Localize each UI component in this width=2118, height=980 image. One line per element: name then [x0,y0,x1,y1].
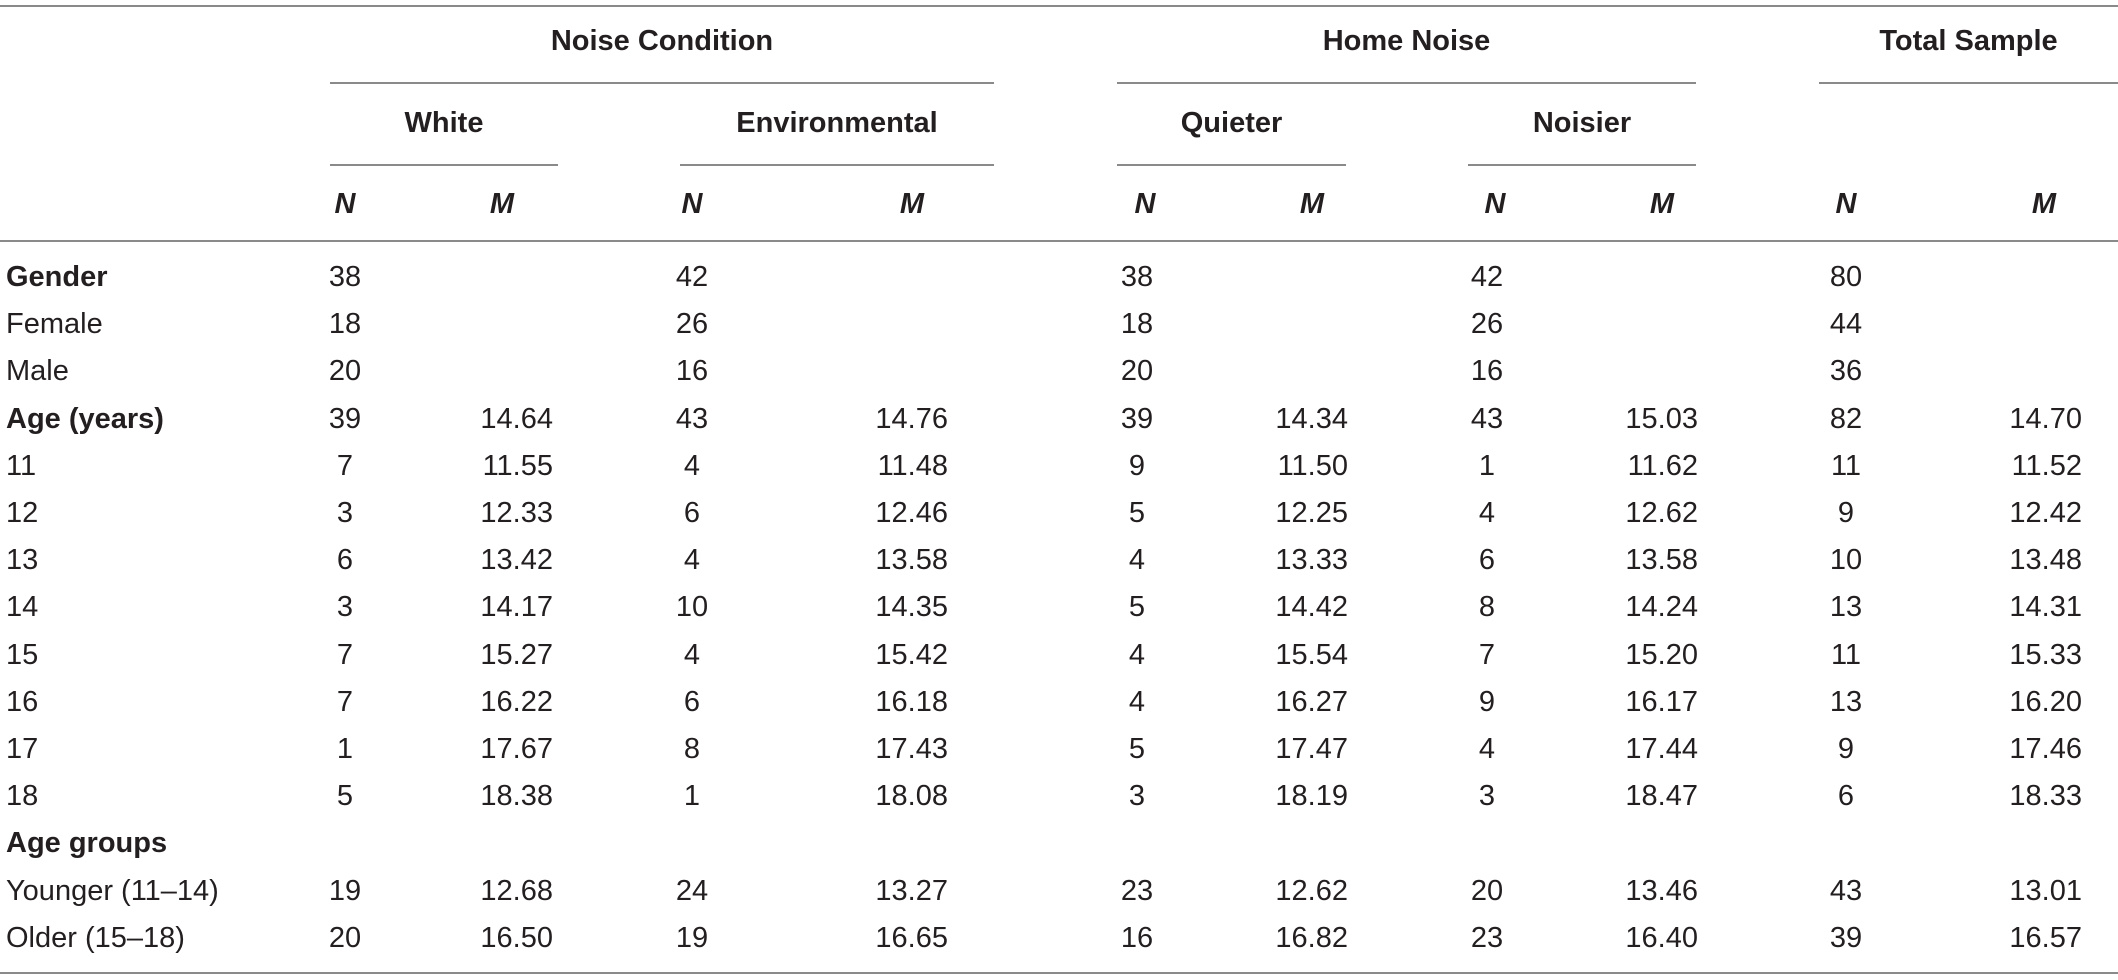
cell-m: 14.76 [875,403,948,435]
cell-n: 9 [1837,497,1855,529]
cell-m: 16.50 [480,922,553,954]
cell-n: 20 [328,355,362,387]
cell-m: 14.70 [2009,403,2082,435]
cell-n: 7 [336,450,354,482]
row-label: 14 [6,591,39,623]
cell-m: 11.50 [1277,450,1348,482]
cell-m: 17.67 [480,733,553,765]
cell-n: 3 [336,497,354,529]
cell-m: 13.27 [875,875,948,907]
col-header-m: M [489,188,515,220]
row-label: 13 [6,544,39,576]
cell-n: 4 [683,544,701,576]
cell-n: 3 [336,591,354,623]
cell-m: 13.46 [1625,875,1698,907]
col-header-n: N [1134,188,1156,220]
cell-n: 4 [1478,733,1496,765]
cell-n: 18 [1120,308,1154,340]
cell-n: 38 [328,261,362,293]
row-label: 18 [6,780,39,812]
cell-n: 36 [1829,355,1863,387]
row-label: Female [6,308,103,340]
cell-n: 43 [1829,875,1863,907]
cell-m: 14.35 [875,591,948,623]
cell-n: 4 [1478,497,1496,529]
cell-n: 10 [675,591,709,623]
cell-n: 43 [1470,403,1504,435]
cell-m: 11.48 [877,450,948,482]
cell-n: 26 [675,308,709,340]
cell-m: 15.27 [480,639,553,671]
cell-m: 11.52 [2011,450,2082,482]
group-header-total-sample: Total Sample [1879,25,2058,57]
header-bottom-rule [0,240,2118,242]
cell-m: 18.33 [2009,780,2082,812]
cell-n: 20 [1470,875,1504,907]
cell-n: 8 [1478,591,1496,623]
cell-n: 8 [683,733,701,765]
cell-n: 23 [1470,922,1504,954]
cell-n: 42 [675,261,709,293]
group-header-noise-condition: Noise Condition [550,25,774,57]
cell-n: 19 [675,922,709,954]
cell-m: 16.40 [1625,922,1698,954]
cell-n: 9 [1837,733,1855,765]
col-header-n: N [681,188,703,220]
cell-n: 19 [328,875,362,907]
cell-m: 15.20 [1625,639,1698,671]
cell-m: 16.18 [875,686,948,718]
cell-m: 13.01 [2009,875,2082,907]
cell-n: 5 [1128,733,1146,765]
table-top-rule [0,5,2118,7]
row-label: Age (years) [6,403,164,435]
cell-n: 11 [1830,639,1862,671]
cell-m: 11.55 [482,450,553,482]
cell-n: 9 [1478,686,1496,718]
cell-m: 14.42 [1275,591,1348,623]
cell-n: 7 [336,639,354,671]
row-label: 15 [6,639,39,671]
cell-n: 1 [336,733,354,765]
cell-n: 6 [1837,780,1855,812]
cell-n: 39 [1829,922,1863,954]
cell-m: 12.33 [480,497,553,529]
cell-m: 17.43 [875,733,948,765]
row-label: Younger (11–14) [6,875,219,907]
row-label: Older (15–18) [6,922,185,954]
cell-m: 14.24 [1625,591,1698,623]
cell-m: 13.58 [875,544,948,576]
cell-m: 13.58 [1625,544,1698,576]
cell-n: 18 [328,308,362,340]
cell-n: 20 [328,922,362,954]
rule-environmental [680,164,994,166]
subgroup-header-noisier: Noisier [1532,107,1632,139]
col-header-n: N [1484,188,1506,220]
col-header-m: M [1299,188,1325,220]
cell-n: 23 [1120,875,1154,907]
cell-n: 10 [1829,544,1863,576]
cell-n: 4 [683,639,701,671]
cell-n: 4 [1128,544,1146,576]
cell-m: 12.25 [1275,497,1348,529]
col-header-m: M [1649,188,1675,220]
cell-m: 13.42 [480,544,553,576]
cell-n: 1 [1478,450,1496,482]
cell-m: 16.65 [875,922,948,954]
cell-n: 6 [336,544,354,576]
cell-n: 5 [1128,591,1146,623]
cell-m: 15.42 [875,639,948,671]
cell-m: 13.33 [1275,544,1348,576]
cell-n: 4 [1128,686,1146,718]
cell-m: 15.03 [1625,403,1698,435]
cell-m: 13.48 [2009,544,2082,576]
rule-home-noise [1117,82,1696,84]
cell-m: 14.64 [480,403,553,435]
table-bottom-rule [0,972,2118,974]
row-label: 12 [6,497,39,529]
cell-n: 6 [683,686,701,718]
cell-n: 82 [1829,403,1863,435]
cell-n: 5 [1128,497,1146,529]
cell-m: 17.46 [2009,733,2082,765]
cell-n: 5 [336,780,354,812]
cell-m: 18.19 [1275,780,1348,812]
cell-n: 16 [675,355,709,387]
cell-n: 9 [1128,450,1146,482]
cell-n: 3 [1128,780,1146,812]
row-label: Age groups [6,827,168,859]
cell-n: 44 [1829,308,1863,340]
cell-n: 13 [1829,686,1863,718]
cell-m: 17.47 [1275,733,1348,765]
cell-n: 7 [1478,639,1496,671]
row-label: 16 [6,686,39,718]
cell-n: 7 [336,686,354,718]
cell-m: 11.62 [1627,450,1698,482]
cell-n: 43 [675,403,709,435]
row-label: Gender [6,261,108,293]
cell-m: 18.38 [480,780,553,812]
rule-noisier [1468,164,1696,166]
cell-n: 16 [1120,922,1154,954]
cell-n: 13 [1829,591,1863,623]
cell-n: 4 [683,450,701,482]
cell-m: 16.17 [1625,686,1698,718]
cell-n: 24 [675,875,709,907]
cell-m: 12.62 [1275,875,1348,907]
row-label: Male [6,355,69,387]
cell-m: 18.08 [875,780,948,812]
cell-m: 16.20 [2009,686,2082,718]
cell-m: 12.68 [480,875,553,907]
cell-n: 6 [1478,544,1496,576]
cell-m: 12.62 [1625,497,1698,529]
rule-quieter [1117,164,1346,166]
cell-n: 38 [1120,261,1154,293]
cell-n: 4 [1128,639,1146,671]
group-header-home-noise: Home Noise [1322,25,1491,57]
cell-m: 15.54 [1275,639,1348,671]
col-header-n: N [334,188,356,220]
rule-white [330,164,558,166]
cell-n: 11 [1830,450,1862,482]
subgroup-header-white: White [404,107,484,139]
cell-m: 17.44 [1625,733,1698,765]
cell-m: 16.82 [1275,922,1348,954]
cell-n: 42 [1470,261,1504,293]
rule-total-sample [1819,82,2118,84]
cell-m: 14.34 [1275,403,1348,435]
cell-m: 18.47 [1625,780,1698,812]
cell-n: 6 [683,497,701,529]
cell-m: 14.17 [480,591,553,623]
cell-m: 14.31 [2009,591,2082,623]
cell-n: 16 [1470,355,1504,387]
cell-n: 26 [1470,308,1504,340]
cell-m: 16.22 [480,686,553,718]
cell-m: 16.27 [1275,686,1348,718]
cell-m: 12.42 [2009,497,2082,529]
cell-n: 80 [1829,261,1863,293]
subgroup-header-quieter: Quieter [1180,107,1283,139]
subgroup-header-environmental: Environmental [736,107,938,139]
cell-n: 39 [1120,403,1154,435]
cell-n: 39 [328,403,362,435]
cell-m: 15.33 [2009,639,2082,671]
cell-m: 16.57 [2009,922,2082,954]
row-label: 11 [6,450,37,482]
col-header-m: M [2031,188,2057,220]
cell-m: 12.46 [875,497,948,529]
cell-n: 3 [1478,780,1496,812]
rule-noise-condition [330,82,994,84]
cell-n: 20 [1120,355,1154,387]
cell-n: 1 [683,780,701,812]
col-header-m: M [899,188,925,220]
col-header-n: N [1835,188,1857,220]
row-label: 17 [6,733,39,765]
